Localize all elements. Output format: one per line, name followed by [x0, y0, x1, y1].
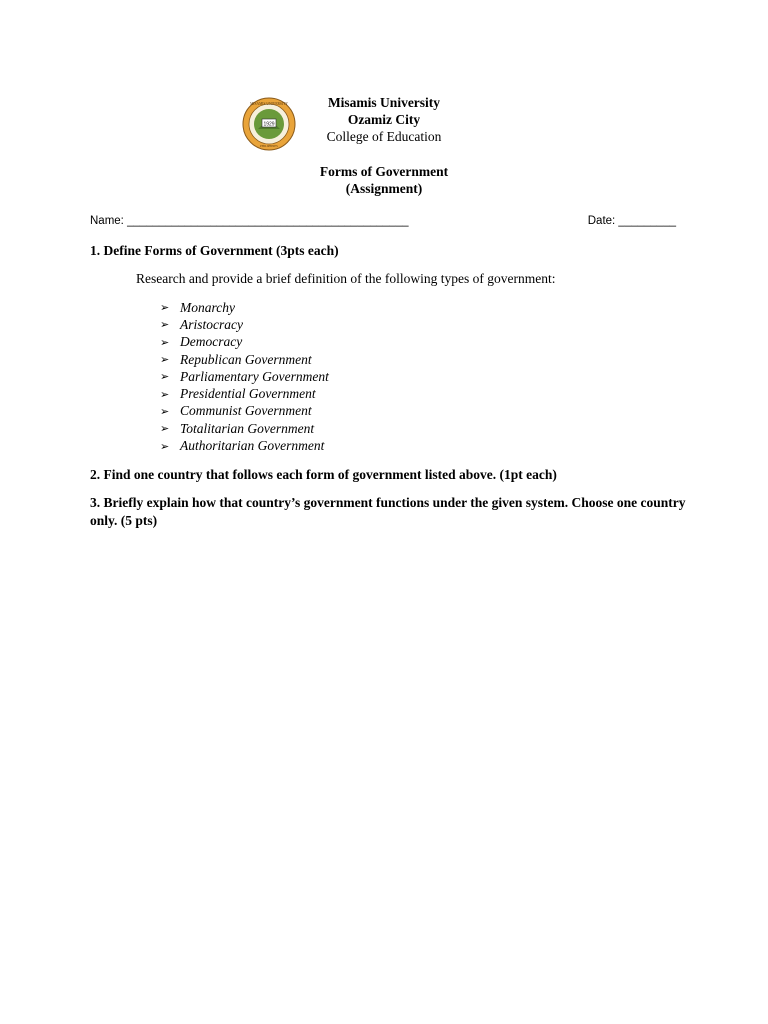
- title-sub: (Assignment): [345, 181, 423, 196]
- list-item: ➢ Democracy: [160, 334, 243, 350]
- arrow-bullet-icon: ➢: [160, 371, 170, 384]
- question-1-instruction: Research and provide a brief definition of the following types of government:: [136, 271, 556, 286]
- list-item: ➢ Presidential Government: [160, 386, 316, 402]
- question-2: 2. Find one country that follows each form of government listed above. (1pt each): [90, 467, 557, 482]
- government-types-list: [160, 299, 329, 455]
- question-1: 1. Define Forms of Government (3pts each): [90, 243, 339, 258]
- list-item: ➢ Authoritarian Government: [160, 438, 325, 454]
- list-item: ➢ Republican Government: [160, 351, 312, 367]
- arrow-bullet-icon: ➢: [160, 388, 170, 401]
- arrow-bullet-icon: ➢: [160, 354, 170, 367]
- name-field: Name: ____________________________________________: [90, 215, 409, 227]
- seal-text: MISAMIS UNIVERSITY: [250, 102, 288, 106]
- name-date-row: [90, 215, 676, 227]
- seal-bottom-text: PHILIPPINES: [260, 144, 278, 148]
- header: [284, 94, 484, 145]
- arrow-bullet-icon: ➢: [160, 423, 170, 436]
- city-name: Ozamiz City: [347, 112, 421, 127]
- question-3: 3. Briefly explain how that country’s government functions under the given system. Choose one country only. (5 pts): [90, 495, 686, 528]
- list-item: ➢ Totalitarian Government: [160, 420, 315, 436]
- date-field: Date: _________: [587, 215, 676, 227]
- arrow-bullet-icon: ➢: [160, 440, 170, 453]
- arrow-bullet-icon: ➢: [160, 302, 170, 315]
- document-title: [284, 163, 484, 197]
- list-item: ➢ Monarchy: [160, 299, 235, 315]
- arrow-bullet-icon: ➢: [160, 336, 170, 349]
- title-main: Forms of Government: [319, 164, 449, 179]
- arrow-bullet-icon: ➢: [160, 405, 170, 418]
- college-name: College of Education: [326, 129, 442, 144]
- list-item: ➢ Aristocracy: [160, 316, 243, 332]
- arrow-bullet-icon: ➢: [160, 319, 170, 332]
- list-item: ➢ Parliamentary Government: [160, 368, 329, 384]
- seal-year: 1929: [263, 121, 275, 128]
- list-item: ➢ Communist Government: [160, 403, 312, 419]
- university-name: Misamis University: [327, 95, 441, 110]
